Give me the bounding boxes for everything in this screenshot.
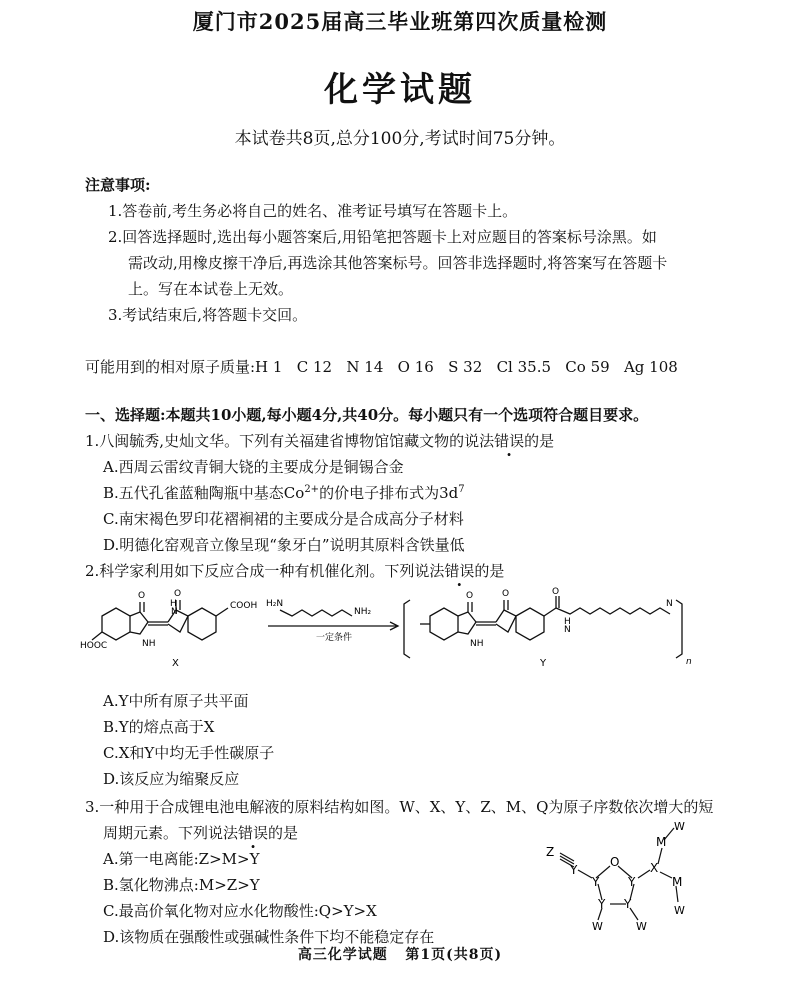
q3-stem-line1: 3.一种用于合成锂电池电解液的原料结构如图。W、X、Y、Z、M、Q为原子序数依次增大的短 bbox=[85, 798, 714, 816]
label-h2n: H₂N bbox=[266, 599, 284, 609]
note-line-5: 3.考试结束后,将答题卡交回。 bbox=[108, 306, 308, 324]
label-x-o1: O bbox=[138, 591, 146, 601]
label-x-h: H bbox=[170, 599, 177, 609]
q1-b-sup: 2+ bbox=[304, 484, 320, 495]
q1-option-a: A.西周云雷纹青铜大铙的主要成分是铜锡合金 bbox=[103, 458, 404, 476]
note-line-3: 需改动,用橡皮擦干净后,再选涂其他答案标号。回答非选择题时,将答案写在答题卡 bbox=[128, 254, 668, 272]
label-x-nh: NH bbox=[142, 639, 156, 649]
atom-z: Z bbox=[546, 845, 555, 859]
q1-b-before: B.五代孔雀蓝釉陶瓶中基态Co bbox=[103, 484, 305, 502]
q3-stem-before: 周期元素。下列说法 bbox=[103, 824, 239, 842]
label-y-h: H bbox=[564, 617, 571, 627]
q2-option-b: B.Y的熔点高于X bbox=[103, 718, 215, 736]
q1-option-d: D.明德化窑观音立像呈现“象牙白”说明其原料含铁量低 bbox=[103, 536, 465, 554]
atom-o: O bbox=[610, 855, 620, 869]
exam-title: 厦门市2025届高三毕业班第四次质量检测 bbox=[192, 9, 608, 34]
atom-m2: M bbox=[672, 875, 683, 889]
q3-option-d: D.该物质在强酸性或强碱性条件下均不能稳定存在 bbox=[103, 928, 435, 946]
label-molecule-y: Y bbox=[540, 658, 547, 669]
q3-option-c: C.最高价氧化物对应水化物酸性:Q>Y>X bbox=[103, 902, 377, 920]
q1-stem bbox=[85, 430, 554, 451]
q2-option-c: C.X和Y中均无手性碳原子 bbox=[103, 744, 275, 762]
atomic-masses: 可能用到的相对原子质量:H 1 C 12 N 14 O 16 S 32 Cl 35.5 Co 59 Ag 108 bbox=[85, 358, 678, 376]
atom-w2: W bbox=[636, 920, 647, 932]
label-molecule-x: X bbox=[172, 658, 179, 669]
atom-m1: M bbox=[656, 835, 667, 849]
label-x-n: N bbox=[171, 607, 178, 617]
note-line-1: 1.答卷前,考生务必将自己的姓名、准考证号填写在答题卡上。 bbox=[108, 202, 518, 220]
label-subscript-n: n bbox=[686, 657, 692, 667]
q1-option-b bbox=[103, 482, 465, 503]
q3-option-b: B.氢化物沸点:M>Z>Y bbox=[103, 876, 260, 894]
label-y-o3: O bbox=[552, 587, 560, 597]
q2-stem-before: 2.科学家利用如下反应合成一种有机催化剂。下列说法 bbox=[85, 562, 445, 580]
q2-emphasis: 错误 bbox=[444, 562, 475, 580]
q1-b-mid: 的价电子排布式为3d bbox=[319, 484, 459, 502]
label-y-o2: O bbox=[502, 589, 510, 599]
label-y-nh-end: N bbox=[666, 599, 673, 609]
label-y-n: N bbox=[564, 625, 571, 635]
x-benzene-left bbox=[102, 608, 130, 640]
atom-w3: W bbox=[674, 820, 685, 833]
notes-title: 注意事项: bbox=[85, 176, 151, 194]
atom-x: X bbox=[650, 861, 659, 875]
q2-option-d: D.该反应为缩聚反应 bbox=[103, 770, 240, 788]
label-y-o1: O bbox=[466, 591, 474, 601]
y-benzene-left bbox=[430, 608, 458, 640]
atom-y4: Y bbox=[598, 897, 606, 911]
atom-w1: W bbox=[592, 920, 603, 932]
y-benzene-right bbox=[516, 608, 544, 640]
q3-structure bbox=[540, 816, 710, 932]
note-line-4: 上。写在本试卷上无效。 bbox=[128, 280, 294, 298]
q1-b-sup2: 7 bbox=[458, 484, 465, 495]
q2-option-a: A.Y中所有原子共平面 bbox=[103, 692, 249, 710]
q3-stem-line2 bbox=[103, 822, 298, 843]
x-ring5-left bbox=[130, 612, 148, 634]
q1-stem-before: 1.八闽毓秀,史灿文华。下列有关福建省博物馆馆藏文物的说法 bbox=[85, 432, 495, 450]
q2-stem bbox=[85, 560, 504, 581]
label-y-nh: NH bbox=[470, 639, 484, 649]
section-1-title: 一、选择题:本题共10小题,每小题4分,共40分。每小题只有一个选项符合题目要求。 bbox=[85, 406, 649, 424]
q3-stem-after: 的是 bbox=[268, 824, 299, 842]
x-benzene-right bbox=[188, 608, 216, 640]
q3-emphasis: 错误 bbox=[238, 824, 269, 842]
atom-w4: W bbox=[674, 904, 685, 917]
label-nh2: NH₂ bbox=[354, 607, 372, 617]
subject-title: 化学试题 bbox=[324, 70, 476, 110]
exam-info: 本试卷共8页,总分100分,考试时间75分钟。 bbox=[234, 129, 566, 149]
reaction-condition: 一定条件 bbox=[316, 633, 353, 643]
label-x-o2: O bbox=[174, 589, 182, 599]
atom-y3: Y bbox=[628, 875, 636, 889]
atom-y2: Y bbox=[592, 875, 600, 889]
atom-y5: Y bbox=[624, 897, 632, 911]
q1-stem-after: 的是 bbox=[524, 432, 555, 450]
reaction-scheme bbox=[80, 584, 700, 676]
q1-emphasis: 错误 bbox=[494, 432, 525, 450]
q3-option-a: A.第一电离能:Z>M>Y bbox=[103, 850, 260, 868]
atom-y1: Y bbox=[570, 863, 578, 877]
page-footer: 高三化学试题 第1页(共8页) bbox=[297, 947, 503, 963]
q2-stem-after: 的是 bbox=[474, 562, 505, 580]
label-hooc: HOOC bbox=[80, 641, 108, 651]
note-line-2: 2.回答选择题时,选出每小题答案后,用铅笔把答题卡上对应题目的答案标号涂黑。如 bbox=[108, 228, 657, 246]
label-cooh: COOH bbox=[230, 601, 258, 611]
q1-option-c: C.南宋褐色罗印花褶裥裙的主要成分是合成高分子材料 bbox=[103, 510, 464, 528]
